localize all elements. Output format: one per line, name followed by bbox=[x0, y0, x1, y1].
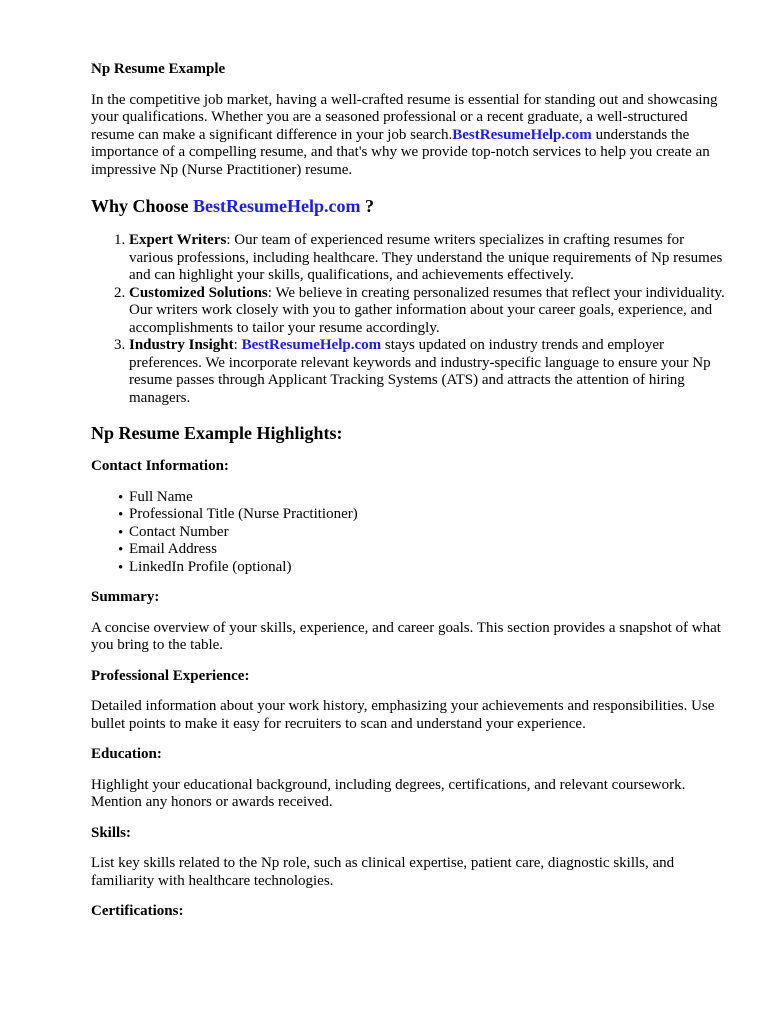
reason-link-bestresumehelp[interactable]: BestResumeHelp.com bbox=[241, 337, 382, 353]
reason-title: Customized Solutions bbox=[129, 284, 268, 301]
why-heading-link[interactable]: BestResumeHelp.com bbox=[193, 196, 361, 216]
intro-paragraph bbox=[91, 92, 728, 180]
list-item: • Professional Title (Nurse Practitioner) bbox=[129, 506, 728, 524]
skills-heading: Skills: bbox=[91, 824, 132, 841]
why-choose-heading bbox=[91, 196, 728, 216]
highlights-heading: Np Resume Example Highlights: bbox=[91, 423, 343, 443]
reason-text: Our team of experienced resume writers specializes in crafting resumes for various professions, including healthcare. They understand the unique requirements of Np resumes and can highlight your skills, qualifications, and achievements effectively. bbox=[129, 232, 723, 283]
reason-sep: : bbox=[226, 232, 235, 248]
list-item bbox=[129, 232, 728, 285]
reason-text: stays updated on industry trends and employer preferences. We incorporate relevant keywords and industry-specific language to ensure your Np resume passes through Applicant Tracking Systems (ATS) and attracts the attention of hiring managers. bbox=[129, 337, 711, 406]
reason-text: We believe in creating personalized resumes that reflect your individuality. Our writers work closely with you to gather information about your career goals, experience, and accomplishments to tailor your resume accordingly. bbox=[129, 284, 725, 336]
why-heading-suffix: ? bbox=[360, 196, 374, 216]
list-item: • Full Name bbox=[129, 489, 728, 507]
intro-text-2: understands the importance of a compelling resume, and that's why we provide top-notch services to help you create an impressive Np (Nurse Practitioner) resume. bbox=[91, 126, 710, 178]
summary-heading: Summary: bbox=[91, 589, 160, 605]
reasons-list bbox=[91, 232, 728, 407]
reason-sep: : bbox=[233, 337, 242, 353]
summary-text: A concise overview of your skills, experience, and career goals. This section provides a snapshot of what you bring to the table. bbox=[91, 619, 721, 653]
list-item: • Email Address bbox=[129, 541, 728, 559]
education-text: Highlight your educational background, including degrees, certifications, and relevant coursework. Mention any honors or awards received. bbox=[91, 776, 686, 810]
intro-text-1: In the competitive job market, having a well-crafted resume is essential for standing out and showcasing your qualifications. Whether you are a seasoned professional or a recent graduate, a well-structured resume can make a significant difference in your job search. bbox=[91, 91, 718, 143]
list-item bbox=[129, 337, 728, 407]
contact-heading: Contact Information: bbox=[91, 458, 229, 474]
reason-title: Industry Insight bbox=[129, 337, 234, 353]
contact-list bbox=[91, 489, 728, 577]
experience-text: Detailed information about your work history, emphasizing your achievements and responsibilities. Use bullet points to make it easy for recruiters to scan and understand your experience. bbox=[91, 698, 715, 732]
experience-heading: Professional Experience: bbox=[91, 667, 250, 684]
list-item: • LinkedIn Profile (optional) bbox=[129, 559, 728, 577]
reason-title: Expert Writers bbox=[129, 232, 227, 248]
page-title: Np Resume Example bbox=[91, 61, 226, 77]
education-heading: Education: bbox=[91, 746, 162, 762]
reason-sep: : bbox=[267, 284, 276, 301]
intro-link-bestresumehelp[interactable]: BestResumeHelp.com bbox=[452, 126, 592, 143]
certifications-heading: Certifications: bbox=[91, 903, 184, 919]
list-item bbox=[129, 285, 728, 338]
skills-text: List key skills related to the Np role, such as clinical expertise, patient care, diagnostic skills, and familiarity with healthcare technologies. bbox=[91, 855, 675, 889]
why-heading-prefix: Why Choose bbox=[91, 196, 194, 216]
list-item: • Contact Number bbox=[129, 524, 728, 542]
